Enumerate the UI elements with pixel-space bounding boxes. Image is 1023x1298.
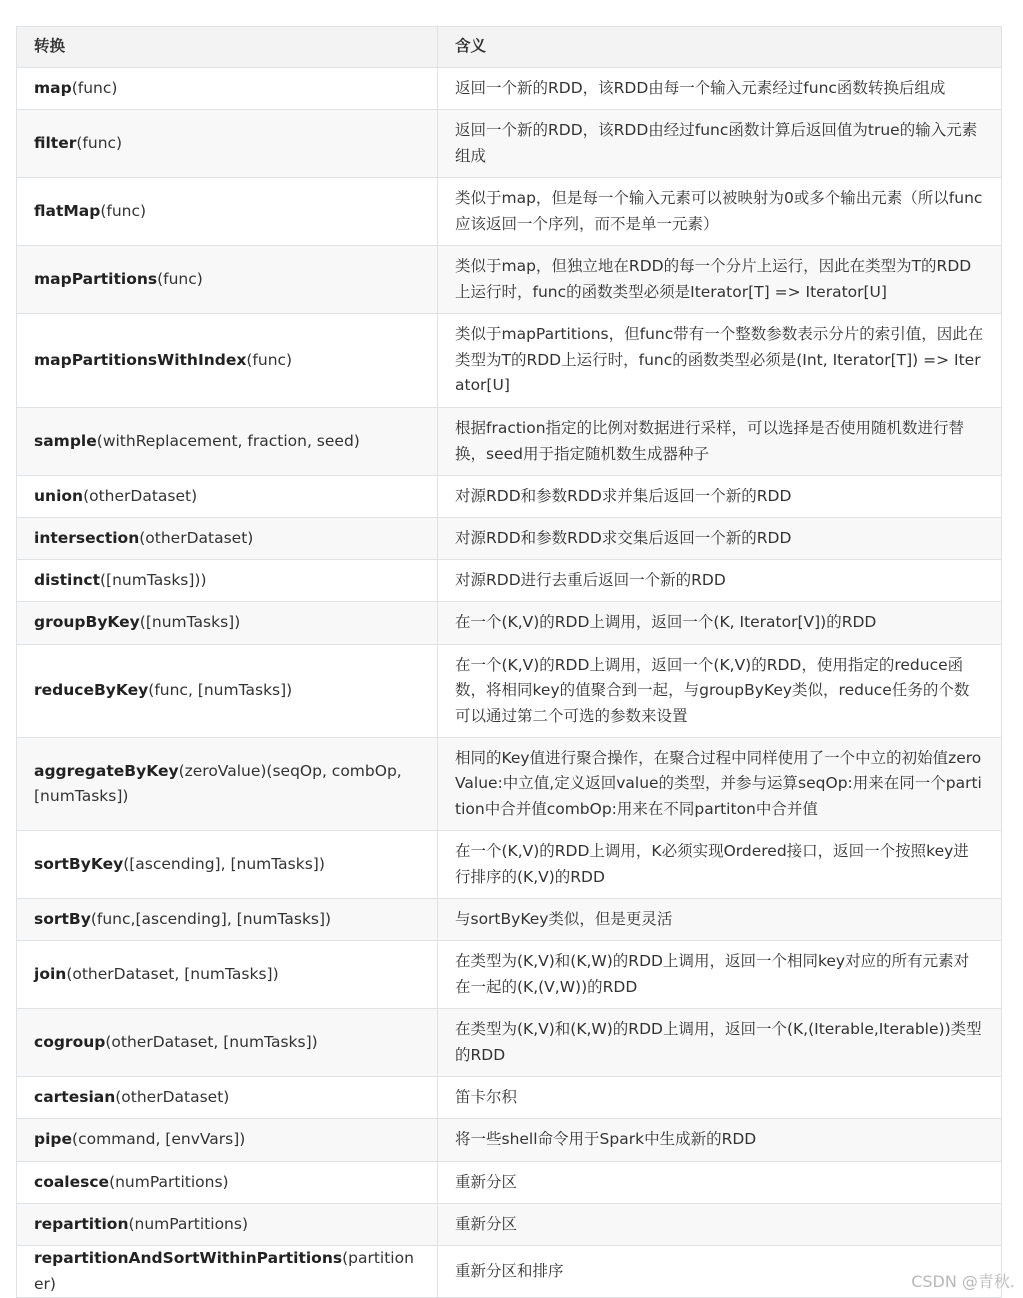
table-row [17,1246,1002,1298]
function-name: flatMap [34,201,101,220]
function-name: pipe [34,1130,73,1149]
meaning-cell: 根据fraction指定的比例对数据进行采样，可以选择是否使用随机数进行替换，seed用于指定随机数生成器种子 [438,408,1002,476]
function-args: (numPartitions) [128,1214,248,1233]
function-name: reduceByKey [34,681,149,700]
function-name: sortBy [34,909,91,928]
table-row [17,1009,1002,1077]
meaning-cell: 将一些shell命令用于Spark中生成新的RDD [438,1119,1002,1162]
function-name: aggregateByKey [34,761,179,780]
function-args: (otherDataset, [numTasks]) [66,964,279,983]
transformation-cell [17,1009,438,1077]
function-args: ([numTasks])) [100,570,207,589]
meaning-cell: 对源RDD和参数RDD求交集后返回一个新的RDD [438,518,1002,560]
transformations-table-container [16,26,1001,1298]
table-row [17,314,1002,408]
meaning-cell: 对源RDD和参数RDD求并集后返回一个新的RDD [438,476,1002,518]
meaning-cell: 在一个(K,V)的RDD上调用，返回一个(K, Iterator[V])的RDD [438,602,1002,645]
transformation-cell [17,831,438,899]
transformation-cell [17,518,438,560]
transformation-cell [17,1246,438,1298]
function-name: repartition [34,1214,129,1233]
function-args: (otherDataset, [numTasks]) [105,1032,318,1051]
function-args: (withReplacement, fraction, seed) [96,431,360,450]
meaning-cell: 笛卡尔积 [438,1077,1002,1119]
function-name: cartesian [34,1087,116,1106]
meaning-cell: 返回一个新的RDD，该RDD由每一个输入元素经过func函数转换后组成 [438,68,1002,110]
transformation-cell [17,1077,438,1119]
table-row [17,110,1002,178]
table-row [17,738,1002,831]
table-row [17,246,1002,314]
transformation-cell [17,1119,438,1162]
function-args: (zeroValue)(seqOp, combOp, [numTasks]) [34,761,402,805]
transformation-cell [17,246,438,314]
header-transformation: 转换 [17,27,438,68]
function-args: (numPartitions) [109,1172,229,1191]
table-row [17,602,1002,645]
csdn-watermark: CSDN @青秋. [911,1272,1015,1291]
function-name: groupByKey [34,613,140,632]
meaning-cell: 类似于mapPartitions，但func带有一个整数参数表示分片的索引值，因此在类型为T的RDD上运行时，func的函数类型必须是(Int, Iterator[T]) => Iterator[U] [438,314,1002,408]
meaning-cell: 相同的Key值进行聚合操作，在聚合过程中同样使用了一个中立的初始值zeroValue:中立值,定义返回value的类型，并参与运算seqOp:用来在同一个partition中合并值combOp:用来在不同partiton中合并值 [438,738,1002,831]
meaning-cell: 在一个(K,V)的RDD上调用，返回一个(K,V)的RDD，使用指定的reduce函数，将相同key的值聚合到一起，与groupByKey类似，reduce任务的个数可以通过第二个可选的参数来设置 [438,645,1002,738]
function-args: (func) [157,269,203,288]
table-header-row [17,27,1002,68]
function-args: ([ascending], [numTasks]) [123,854,325,873]
meaning-cell: 重新分区 [438,1204,1002,1246]
transformation-cell [17,602,438,645]
transformation-cell [17,738,438,831]
meaning-cell: 重新分区 [438,1162,1002,1204]
function-name: mapPartitions [34,269,158,288]
function-name: map [34,78,72,97]
table-row [17,408,1002,476]
table-row [17,645,1002,738]
meaning-cell: 返回一个新的RDD，该RDD由经过func函数计算后返回值为true的输入元素组成 [438,110,1002,178]
header-meaning: 含义 [438,27,1002,68]
table-row [17,1077,1002,1119]
table-row [17,1162,1002,1204]
function-name: mapPartitionsWithIndex [34,350,247,369]
meaning-cell: 在类型为(K,V)和(K,W)的RDD上调用，返回一个(K,(Iterable,Iterable))类型的RDD [438,1009,1002,1077]
function-name: union [34,486,84,505]
function-name: join [34,964,67,983]
function-name: filter [34,133,77,152]
function-args: (func, [numTasks]) [148,681,293,700]
function-args: (otherDataset) [115,1087,230,1106]
function-args: ([numTasks]) [139,613,241,632]
function-name: coalesce [34,1172,110,1191]
rdd-transformations-table [16,26,1002,1298]
function-name: repartitionAndSortWithinPartitions [34,1249,343,1267]
table-row [17,899,1002,941]
transformation-cell [17,408,438,476]
table-row [17,560,1002,602]
transformation-cell [17,110,438,178]
table-body [17,68,1002,1298]
table-row [17,178,1002,246]
transformation-cell [17,1204,438,1246]
function-args: (otherDataset) [139,528,254,547]
transformation-cell [17,314,438,408]
function-args: (command, [envVars]) [72,1130,246,1149]
meaning-cell: 对源RDD进行去重后返回一个新的RDD [438,560,1002,602]
function-name: cogroup [34,1032,106,1051]
meaning-cell: 在一个(K,V)的RDD上调用，K必须实现Ordered接口，返回一个按照key进行排序的(K,V)的RDD [438,831,1002,899]
function-args: (otherDataset) [83,486,198,505]
transformation-cell [17,476,438,518]
transformation-cell [17,560,438,602]
function-args: (func,[ascending], [numTasks]) [90,909,332,928]
transformation-cell [17,941,438,1009]
meaning-cell: 类似于map，但独立地在RDD的每一个分片上运行，因此在类型为T的RDD上运行时，func的函数类型必须是Iterator[T] => Iterator[U] [438,246,1002,314]
table-row [17,941,1002,1009]
transformation-cell [17,68,438,110]
transformation-cell [17,645,438,738]
function-args: (func) [76,133,123,152]
table-row [17,476,1002,518]
function-name: intersection [34,528,140,547]
table-row [17,1119,1002,1162]
function-args: (func) [71,78,118,97]
function-args: (partitioner) [34,1249,414,1293]
meaning-cell: 在类型为(K,V)和(K,W)的RDD上调用，返回一个相同key对应的所有元素对在一起的(K,(V,W))的RDD [438,941,1002,1009]
function-name: sample [34,431,97,450]
table-row [17,831,1002,899]
meaning-cell: 类似于map，但是每一个输入元素可以被映射为0或多个输出元素（所以func应该返回一个序列，而不是单一元素） [438,178,1002,246]
transformation-cell [17,178,438,246]
function-name: sortByKey [34,854,124,873]
function-args: (func) [100,201,147,220]
meaning-cell: 与sortByKey类似，但是更灵活 [438,899,1002,941]
function-args: (func) [246,350,293,369]
transformation-cell [17,899,438,941]
meaning-cell: 重新分区和排序 [438,1246,1002,1298]
table-row [17,1204,1002,1246]
function-name: distinct [34,570,100,589]
transformation-cell [17,1162,438,1204]
table-row [17,518,1002,560]
table-row [17,68,1002,110]
